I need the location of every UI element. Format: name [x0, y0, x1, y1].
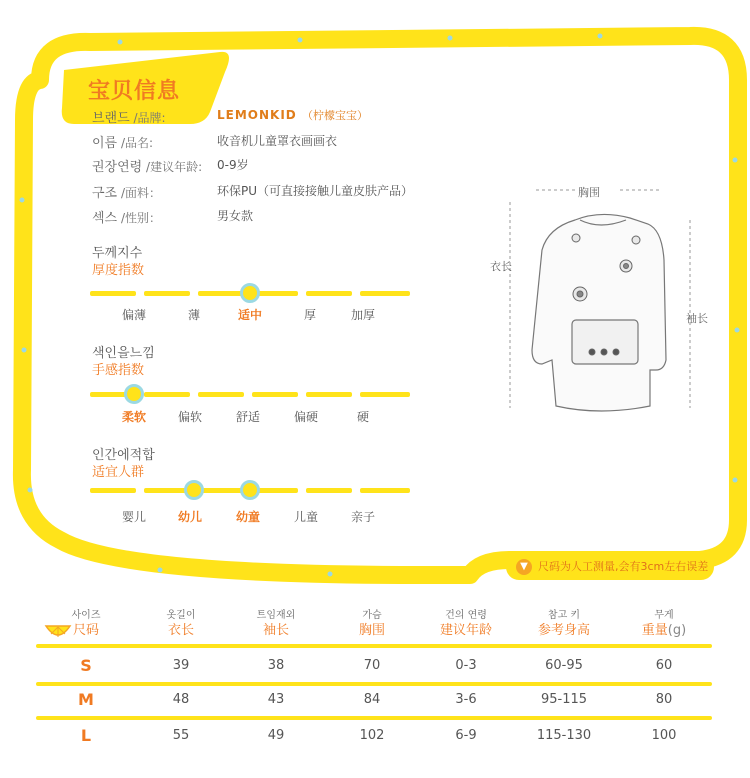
age-group-marker	[240, 480, 260, 500]
table-header-sleeve: 트임재외 袖长	[256, 610, 296, 638]
softness-level-marker	[124, 384, 144, 404]
age-group-tick: 儿童	[293, 510, 318, 524]
section-title: 宝贝信息	[88, 79, 181, 104]
info-label-zh: /品名:	[117, 136, 154, 150]
age-group-tick-selected: 幼童	[235, 510, 260, 524]
info-row-material	[92, 182, 414, 201]
thickness-scale-bar	[90, 291, 410, 297]
info-label-zh: /品牌:	[129, 111, 166, 125]
softness-tick: 偏软	[177, 410, 202, 424]
table-divider	[36, 682, 712, 686]
age-group-scale-heading: 인간에적합 适宜人群	[92, 448, 155, 480]
sleeve-label: 袖长	[686, 312, 708, 325]
age-group-tick-selected: 幼儿	[177, 510, 202, 524]
table-header-weight: 무게 重量(g)	[641, 610, 687, 638]
softness-tick: 舒适	[235, 410, 260, 424]
softness-scale-bar	[90, 392, 410, 398]
info-label-ko: 이름	[92, 136, 118, 151]
info-label-ko: 권장연령	[92, 160, 143, 175]
gender-value: 男女款	[217, 209, 254, 223]
chevron-down-icon: ▼	[516, 559, 532, 575]
thickness-tick-selected: 适中	[237, 308, 262, 322]
garment-measurement-diagram	[480, 180, 720, 420]
info-label-zh: /面料：	[117, 186, 161, 200]
info-row-brand	[92, 107, 368, 126]
info-label-zh: /性别：	[117, 211, 161, 225]
table-header-height: 참고 키 参考身高	[537, 610, 590, 638]
info-label-ko: 섹스	[92, 211, 118, 226]
age-group-tick: 亲子	[350, 510, 375, 524]
thickness-level-marker	[240, 283, 260, 303]
softness-tick: 偏硬	[293, 410, 318, 424]
garment-sketch	[480, 180, 720, 420]
thickness-tick: 加厚	[350, 308, 375, 322]
brand-value: LEMONKID （柠檬宝宝）	[217, 108, 368, 122]
table-header-length: 옷길이 衣长	[166, 610, 196, 638]
name-value: 收音机儿童罩衣画画衣	[217, 134, 338, 148]
thickness-tick: 厚	[303, 308, 316, 322]
age-group-marker	[184, 480, 204, 500]
thickness-tick: 偏薄	[121, 308, 146, 322]
softness-scale-heading: 색인을느낌 手感指数	[92, 346, 155, 378]
softness-tick: 硬	[356, 410, 369, 424]
info-row-gender	[92, 207, 254, 226]
softness-tick-selected: 柔软	[121, 410, 146, 424]
info-label-zh: /建议年龄:	[142, 160, 203, 174]
info-label-ko: 브랜드	[92, 111, 130, 126]
thickness-tick: 薄	[187, 308, 200, 322]
table-header-age: 건의 연령 建议年龄	[439, 610, 492, 638]
info-label-ko: 구조	[92, 186, 118, 201]
measurement-note	[506, 554, 714, 580]
length-label: 衣长	[490, 260, 512, 273]
chest-label: 胸围	[578, 186, 600, 199]
age-group-tick: 婴儿	[121, 510, 146, 524]
table-divider	[36, 644, 712, 648]
table-divider	[36, 716, 712, 720]
info-row-name	[92, 132, 338, 151]
table-header-size: 사이즈 尺码	[71, 610, 101, 638]
thickness-scale-heading: 두께지수 厚度指数	[92, 246, 145, 278]
table-header-chest: 가슴 胸围	[358, 610, 385, 638]
measurement-note-text: 尺码为人工测量,会有3cm左右误差	[538, 560, 709, 573]
age-group-scale-bar	[90, 488, 410, 494]
material-value: 环保PU（可直接接触儿童皮肤产品）	[217, 184, 414, 198]
info-row-age	[92, 156, 249, 175]
age-value: 0-9岁	[217, 158, 249, 172]
